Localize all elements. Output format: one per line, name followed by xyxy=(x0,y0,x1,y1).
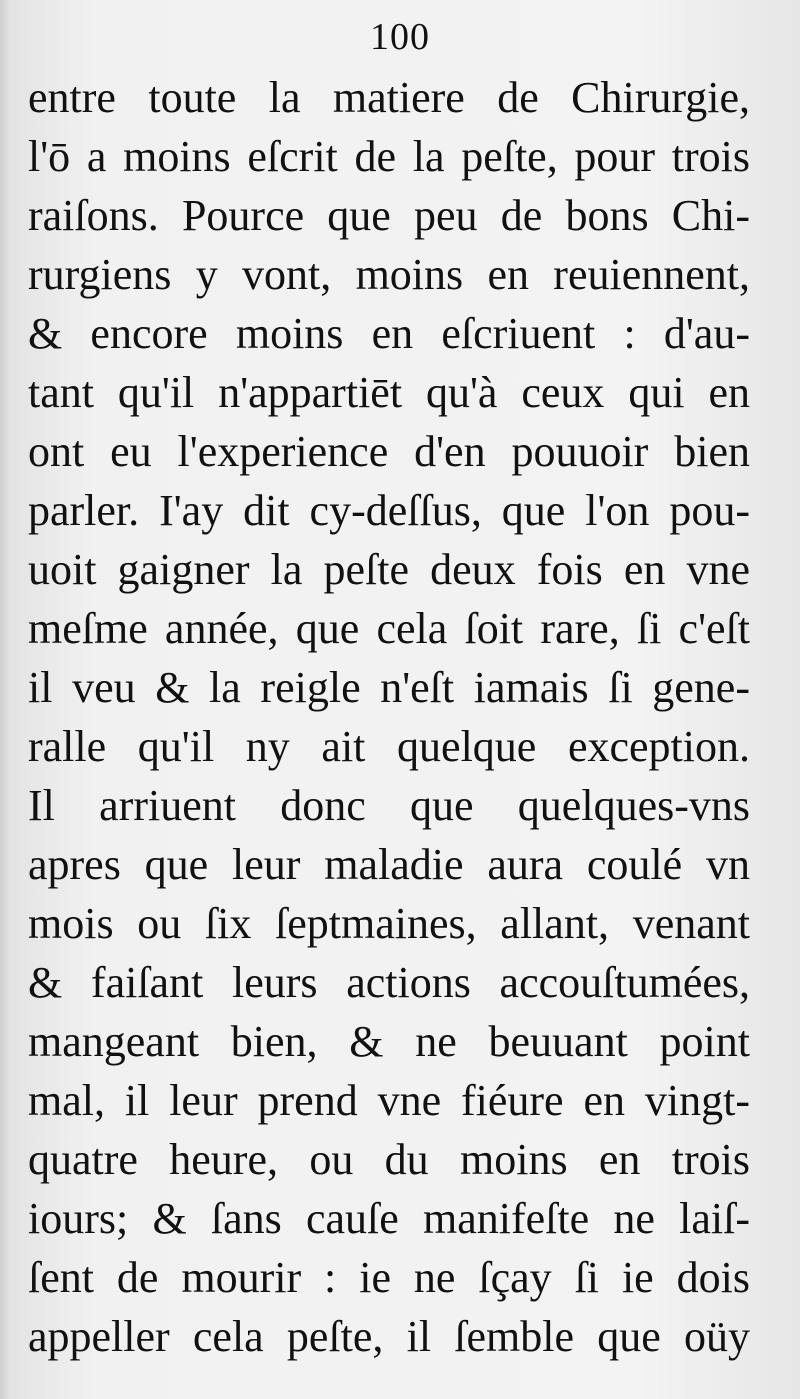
text-line: mois ou ſix ſeptmaines, allant, venant xyxy=(28,899,750,948)
text-line: rurgiens y vont, moins en reuiennent, xyxy=(28,250,750,299)
text-line: entre toute la matiere de Chirurgie, xyxy=(28,73,750,122)
text-line: uoit gaigner la peſte deux fois en vne xyxy=(28,545,750,594)
page-number: 100 xyxy=(370,16,430,58)
text-line: ſent de mourir : ie ne ſçay ſi ie dois xyxy=(28,1253,750,1302)
text-line: & faiſant leurs actions accouſtumées, xyxy=(28,958,750,1007)
text-line: mangeant bien, & ne beuuant point xyxy=(28,1017,750,1066)
text-line: appeller cela peſte, il ſemble que oüy xyxy=(28,1312,750,1361)
text-line: & encore moins en eſcriuent : d'au- xyxy=(28,309,750,358)
text-line: Il arriuent donc que quelques-vns xyxy=(28,781,750,830)
text-line: quatre heure, ou du moins en trois xyxy=(28,1135,750,1184)
text-line: parler. I'ay dit cy-deſſus, que l'on pou- xyxy=(28,486,750,535)
text-line: iours; & ſans cauſe manifeſte ne laiſ- xyxy=(28,1194,750,1243)
text-line: tant qu'il n'appartiēt qu'à ceux qui en xyxy=(28,368,750,417)
text-line: mal, il leur prend vne fiéure en vingt- xyxy=(28,1076,750,1125)
body-text xyxy=(28,68,750,1366)
text-line: meſme année, que cela ſoit rare, ſi c'eſt xyxy=(28,604,750,653)
text-line: ralle qu'il ny ait quelque exception. xyxy=(28,722,750,771)
text-line: il veu & la reigle n'eſt iamais ſi gene- xyxy=(28,663,750,712)
text-line: l'ō a moins eſcrit de la peſte, pour trois xyxy=(28,132,750,181)
text-line: ont eu l'experience d'en pouuoir bien xyxy=(28,427,750,476)
text-line: apres que leur maladie aura coulé vn xyxy=(28,840,750,889)
text-line: raiſons. Pource que peu de bons Chi- xyxy=(28,191,750,240)
page-gutter-shadow xyxy=(0,0,10,1399)
